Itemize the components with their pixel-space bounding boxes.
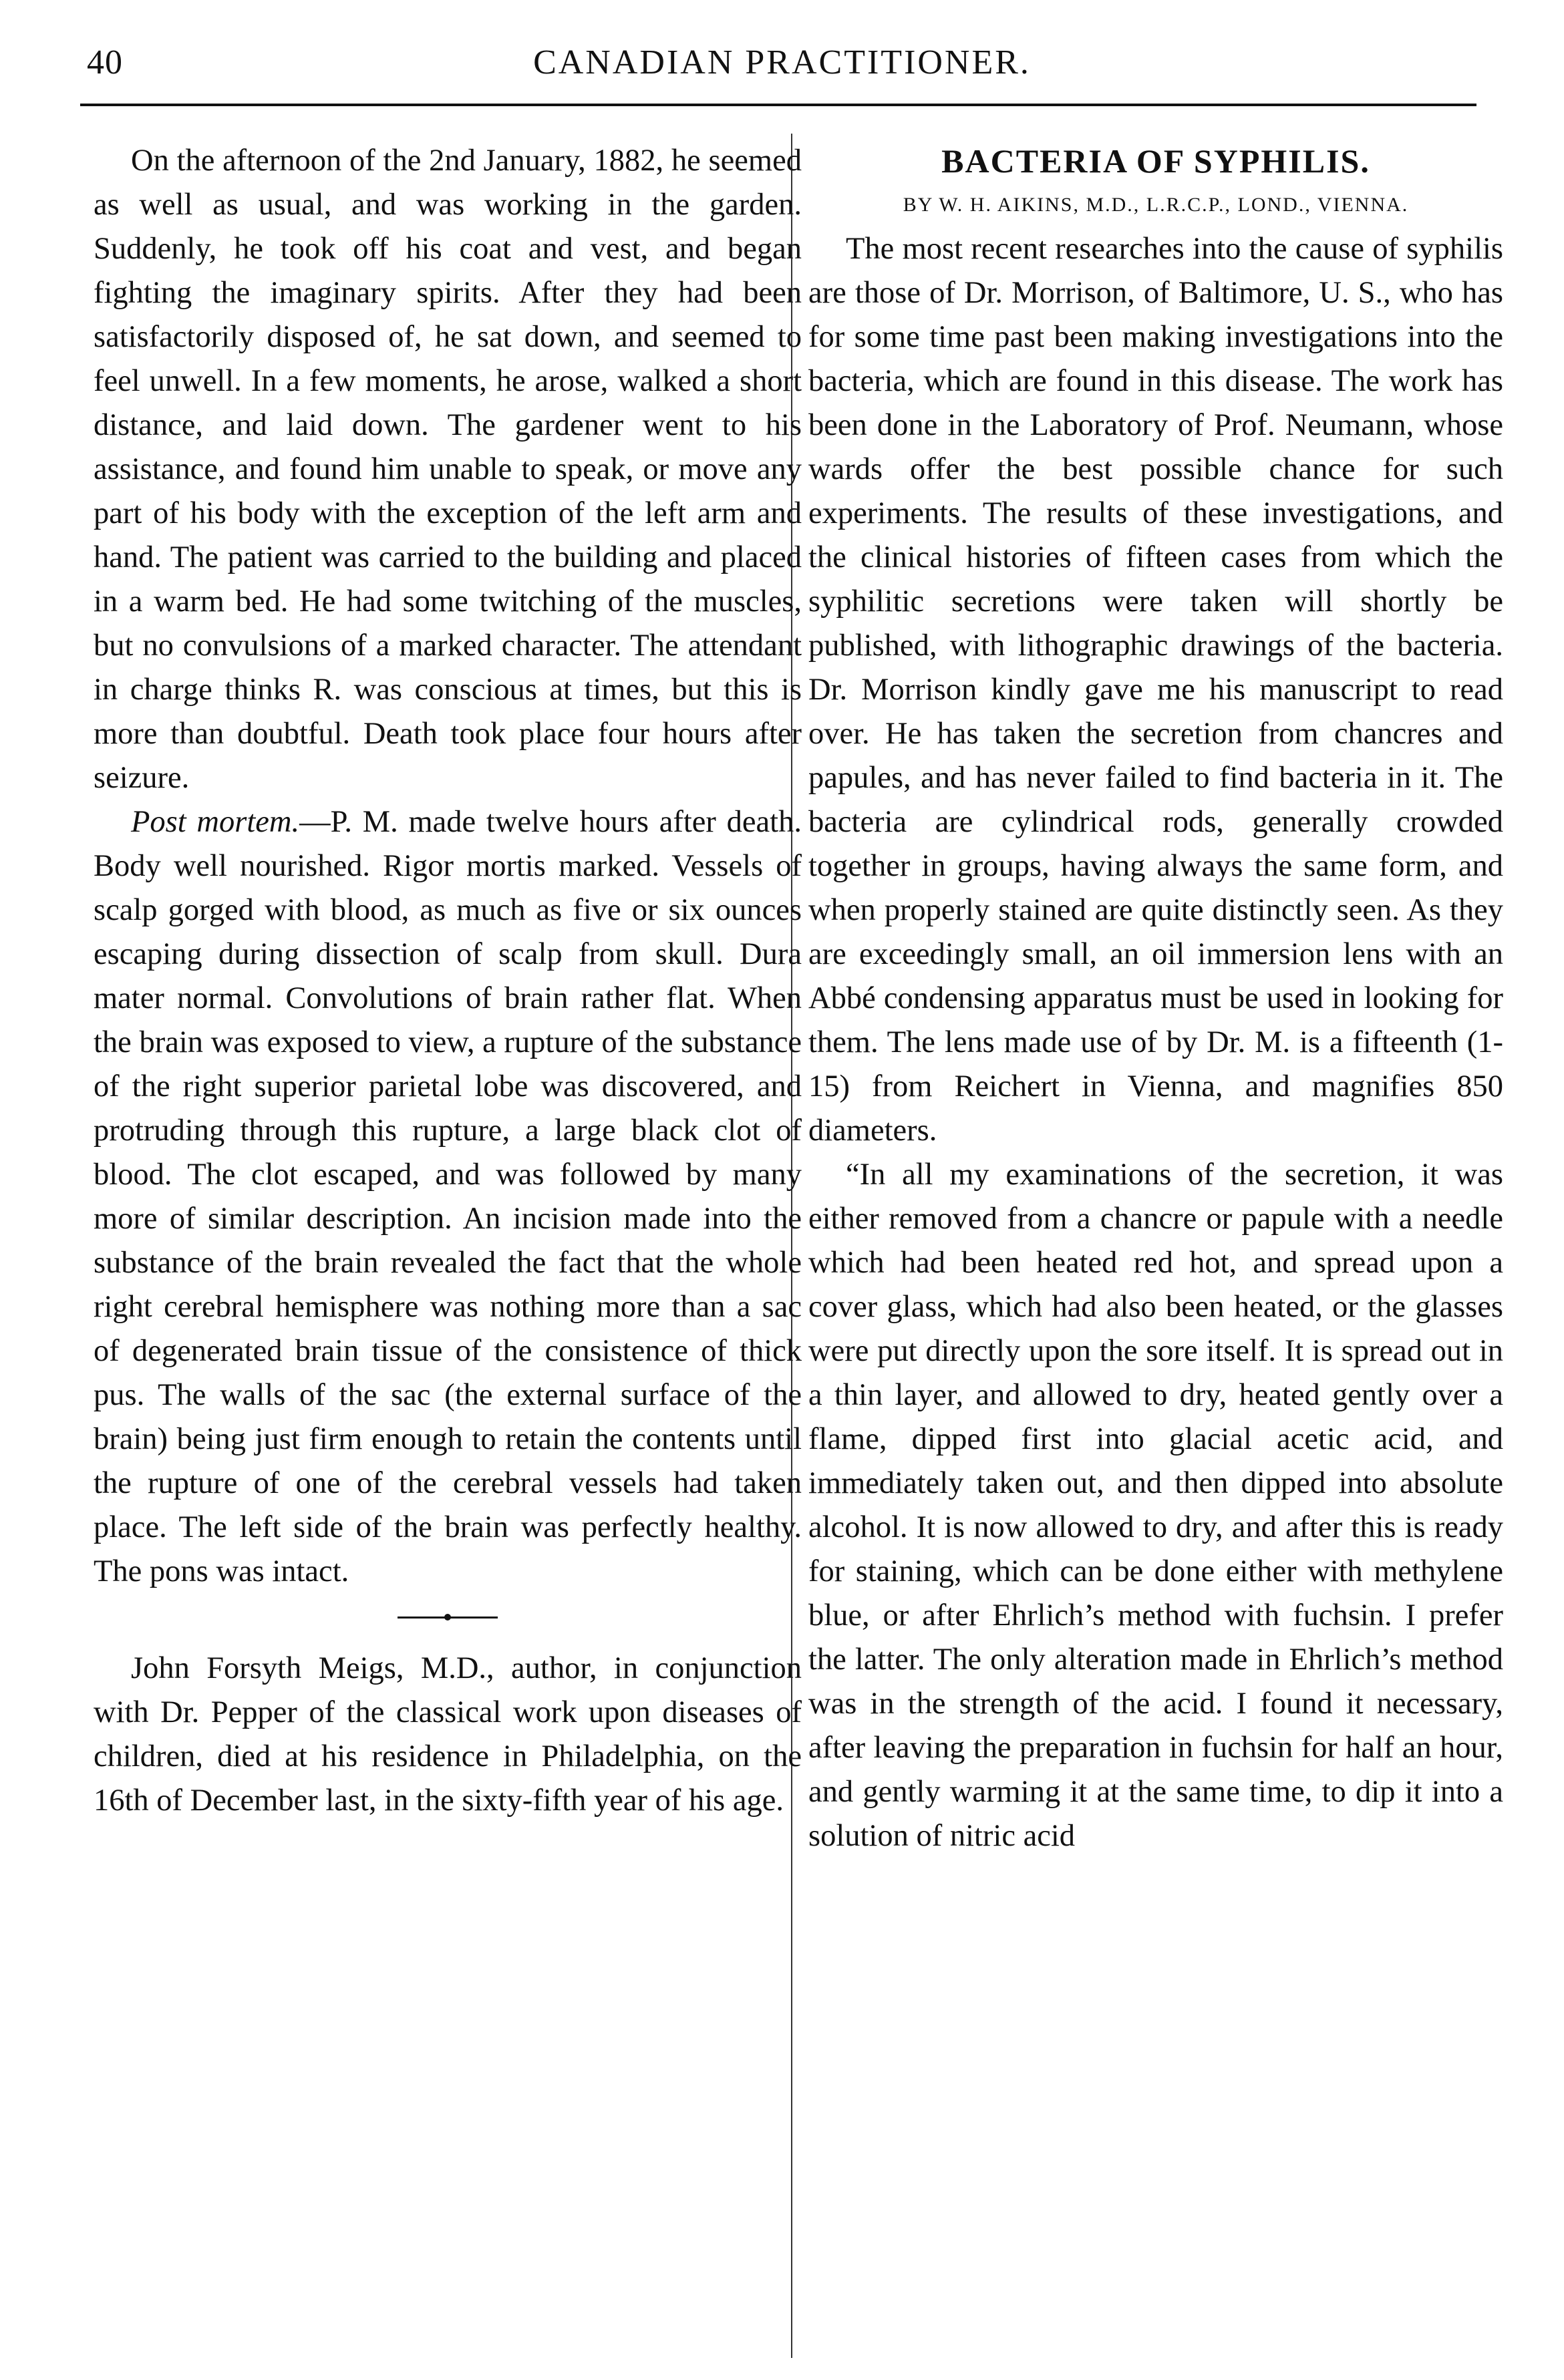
article-paragraph: The most recent researches into the cause of syphilis are those of Dr. Morrison, of Baltimore, U. S., who has for some time past been making investigations into the bacteria, which are found in this disease. The work has been done in the Laboratory of Prof. Neumann, whose wards offer the best possible chance for such experiments. The results of these investigations, and the clinical histories of fifteen cases from which the syphilitic secretions were taken will shortly be published, with lithographic drawings of the bacteria. Dr. Morrison kindly gave me his manuscript to read over. He has taken the secretion from chancres and papules, and has never failed to find bacteria in it. The bacteria are cylindrical rods, generally crowded together in groups, having always the same form, and when properly stained are quite distinctly seen. As they are exceedingly small, an oil immersion lens with an Abbé condensing apparatus must be used in looking for them. The lens made use of by Dr. M. is a fifteenth (1-15) from Reichert in Vienna, and magnifies 850 diameters. (808, 232, 1503, 1148)
article-paragraph: “In all my examinations of the secretion, it was either removed from a chancre or papule with a needle which had been heated red hot, and spread upon a cover glass, which had also been heated, or the glasses were put directly upon the sore itself. It is spread out in a thin layer, and allowed to dry, heated gently over a flame, dipped first into glacial acetic acid, and immediately taken out, and then dipped into absolute alcohol. It is now allowed to dry, and after this is ready for staining, which can be done either with methylene blue, or after Ehrlich’s method with fuchsin. I prefer the latter. The only alteration made in Ehrlich’s method was in the strength of the acid. I found it necessary, after leaving the preparation in fuchsin for half an hour, and gently warming it at the same time, to dip it into a solution of nitric acid (808, 1158, 1503, 1853)
right-column (808, 139, 1503, 1858)
left-column (94, 139, 802, 1823)
section-divider (398, 1617, 498, 1619)
obituary-paragraph: John Forsyth Meigs, M.D., author, in conjunction with Dr. Pepper of the classical work upon diseases of children, died at his residence in Philadelphia, on the 16th of December last, in the sixty-fifth year of his age. (94, 1651, 802, 1818)
article-byline: BY W. H. AIKINS, M.D., L.R.C.P., LOND., VIENNA. (903, 194, 1409, 216)
post-mortem-text: —P. M. made twelve hours after death. Body well nourished. Rigor mortis marked. Vessels of scalp gorged with blood, as much as five or six ounces escaping during dissection of scalp from skull. Dura mater normal. Convolutions of brain rather flat. When the brain was exposed to view, a rupture of the substance of the right superior parietal lobe was discovered, and protruding through this rupture, a large black clot of blood. The clot escaped, and was followed by many more of similar description. An incision made into the substance of the brain revealed the fact that the whole right cerebral hemisphere was nothing more than a sac of degenerated brain tissue of the consistence of thick pus. The walls of the sac (the external surface of the brain) being just firm enough to retain the contents until the rupture of one of the cerebral vessels had taken place. The left side of the brain was perfectly healthy. The pons was intact. (94, 805, 802, 1588)
case-paragraph: On the afternoon of the 2nd January, 1882, he seemed as well as usual, and was working in the garden. Suddenly, he took off his coat and vest, and began fighting the imaginary spirits. After they had been satisfactorily disposed of, he sat down, and seemed to feel unwell. In a few moments, he arose, walked a short distance, and laid down. The gardener went to his assistance, and found him unable to speak, or move any part of his body with the exception of the left arm and hand. The patient was carried to the building and placed in a warm bed. He had some twitching of the muscles, but no convulsions of a marked character. The attendant in charge thinks R. was conscious at times, but this is more than doubtful. Death took place four hours after seizure. (94, 144, 802, 795)
running-title: CANADIAN PRACTITIONER. (533, 43, 1031, 81)
post-mortem-paragraph (94, 800, 802, 1594)
post-mortem-label: Post mortem. (131, 805, 300, 839)
page-header (0, 43, 1564, 96)
page-number: 40 (87, 43, 123, 81)
article-title: BACTERIA OF SYPHILIS. (941, 142, 1370, 180)
header-rule (80, 104, 1476, 106)
